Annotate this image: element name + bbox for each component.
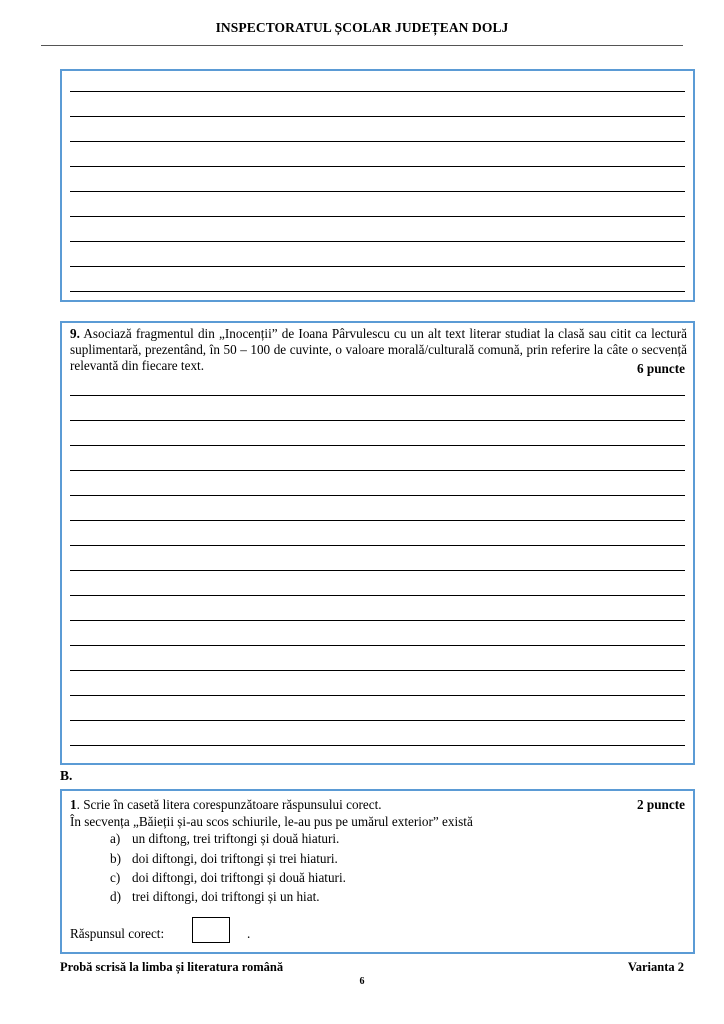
question-b1-text xyxy=(70,797,687,813)
writing-line[interactable] xyxy=(70,141,685,142)
writing-line[interactable] xyxy=(70,291,685,292)
question-b1-instruction: . Scrie în casetă litera corespunzătoare răspunsului corect. xyxy=(76,797,382,812)
answer-box[interactable] xyxy=(192,917,230,943)
option-text: doi diftongi, doi triftongi și trei hiaturi. xyxy=(132,851,338,866)
answer-label: Răspunsul corect: xyxy=(70,926,165,941)
option-letter: a) xyxy=(110,831,121,846)
option-c xyxy=(110,870,346,886)
writing-line[interactable] xyxy=(70,420,685,421)
writing-line[interactable] xyxy=(70,595,685,596)
option-a xyxy=(110,831,339,847)
option-text: un diftong, trei triftongi și două hiaturi. xyxy=(132,831,340,846)
answer-area-continuation xyxy=(60,69,695,302)
footer-variant: Varianta 2 xyxy=(627,960,684,974)
writing-line[interactable] xyxy=(70,470,685,471)
writing-line[interactable] xyxy=(70,570,685,571)
writing-line[interactable] xyxy=(70,620,685,621)
question-b1-box xyxy=(60,789,695,954)
writing-line[interactable] xyxy=(70,645,685,646)
writing-line[interactable] xyxy=(70,745,685,746)
section-b-label: B. xyxy=(60,768,73,783)
footer-exam-title: Probă scrisă la limba și literatura română xyxy=(60,960,284,974)
question-9-number: 9. xyxy=(70,326,80,341)
writing-line[interactable] xyxy=(70,216,685,217)
question-b1-points: 2 puncte xyxy=(637,797,685,812)
writing-line[interactable] xyxy=(70,266,685,267)
option-b xyxy=(110,851,338,867)
option-text: doi diftongi, doi triftongi și două hiaturi. xyxy=(132,870,346,885)
writing-line[interactable] xyxy=(70,495,685,496)
question-b1-prompt: În secvența „Băieții și-au scos schiurile, le-au pus pe umărul exterior” există xyxy=(70,814,473,829)
question-9-box xyxy=(60,321,695,765)
writing-line[interactable] xyxy=(70,241,685,242)
writing-line[interactable] xyxy=(70,520,685,521)
writing-line[interactable] xyxy=(70,191,685,192)
option-letter: d) xyxy=(110,889,121,904)
writing-line[interactable] xyxy=(70,166,685,167)
page-header-title: INSPECTORATUL ȘCOLAR JUDEȚEAN DOLJ xyxy=(215,20,509,35)
writing-line[interactable] xyxy=(70,445,685,446)
writing-line[interactable] xyxy=(70,720,685,721)
writing-line[interactable] xyxy=(70,116,685,117)
option-d xyxy=(110,889,320,905)
question-9-body: Asociază fragmentul din „Inocenții” de Ioana Pârvulescu cu un alt text literar studiat la clasă sau citit ca lectură suplimentară, prezentând, în 50 – 100 de cuvinte, o valoare morală/culturală comună, prin referire la câte o secvență relevantă din fiecare text. xyxy=(70,326,687,373)
writing-line[interactable] xyxy=(70,670,685,671)
header-divider xyxy=(41,45,683,46)
answer-period: . xyxy=(247,926,251,941)
option-letter: c) xyxy=(110,870,121,885)
writing-line[interactable] xyxy=(70,545,685,546)
question-9-points: 6 puncte xyxy=(637,361,685,376)
question-b1-number: 1 xyxy=(70,797,77,812)
option-text: trei diftongi, doi triftongi și un hiat. xyxy=(132,889,320,904)
option-letter: b) xyxy=(110,851,121,866)
writing-line[interactable] xyxy=(70,91,685,92)
page-number: 6 xyxy=(359,976,365,987)
writing-line[interactable] xyxy=(70,695,685,696)
writing-line[interactable] xyxy=(70,395,685,396)
question-9-text xyxy=(70,326,687,374)
